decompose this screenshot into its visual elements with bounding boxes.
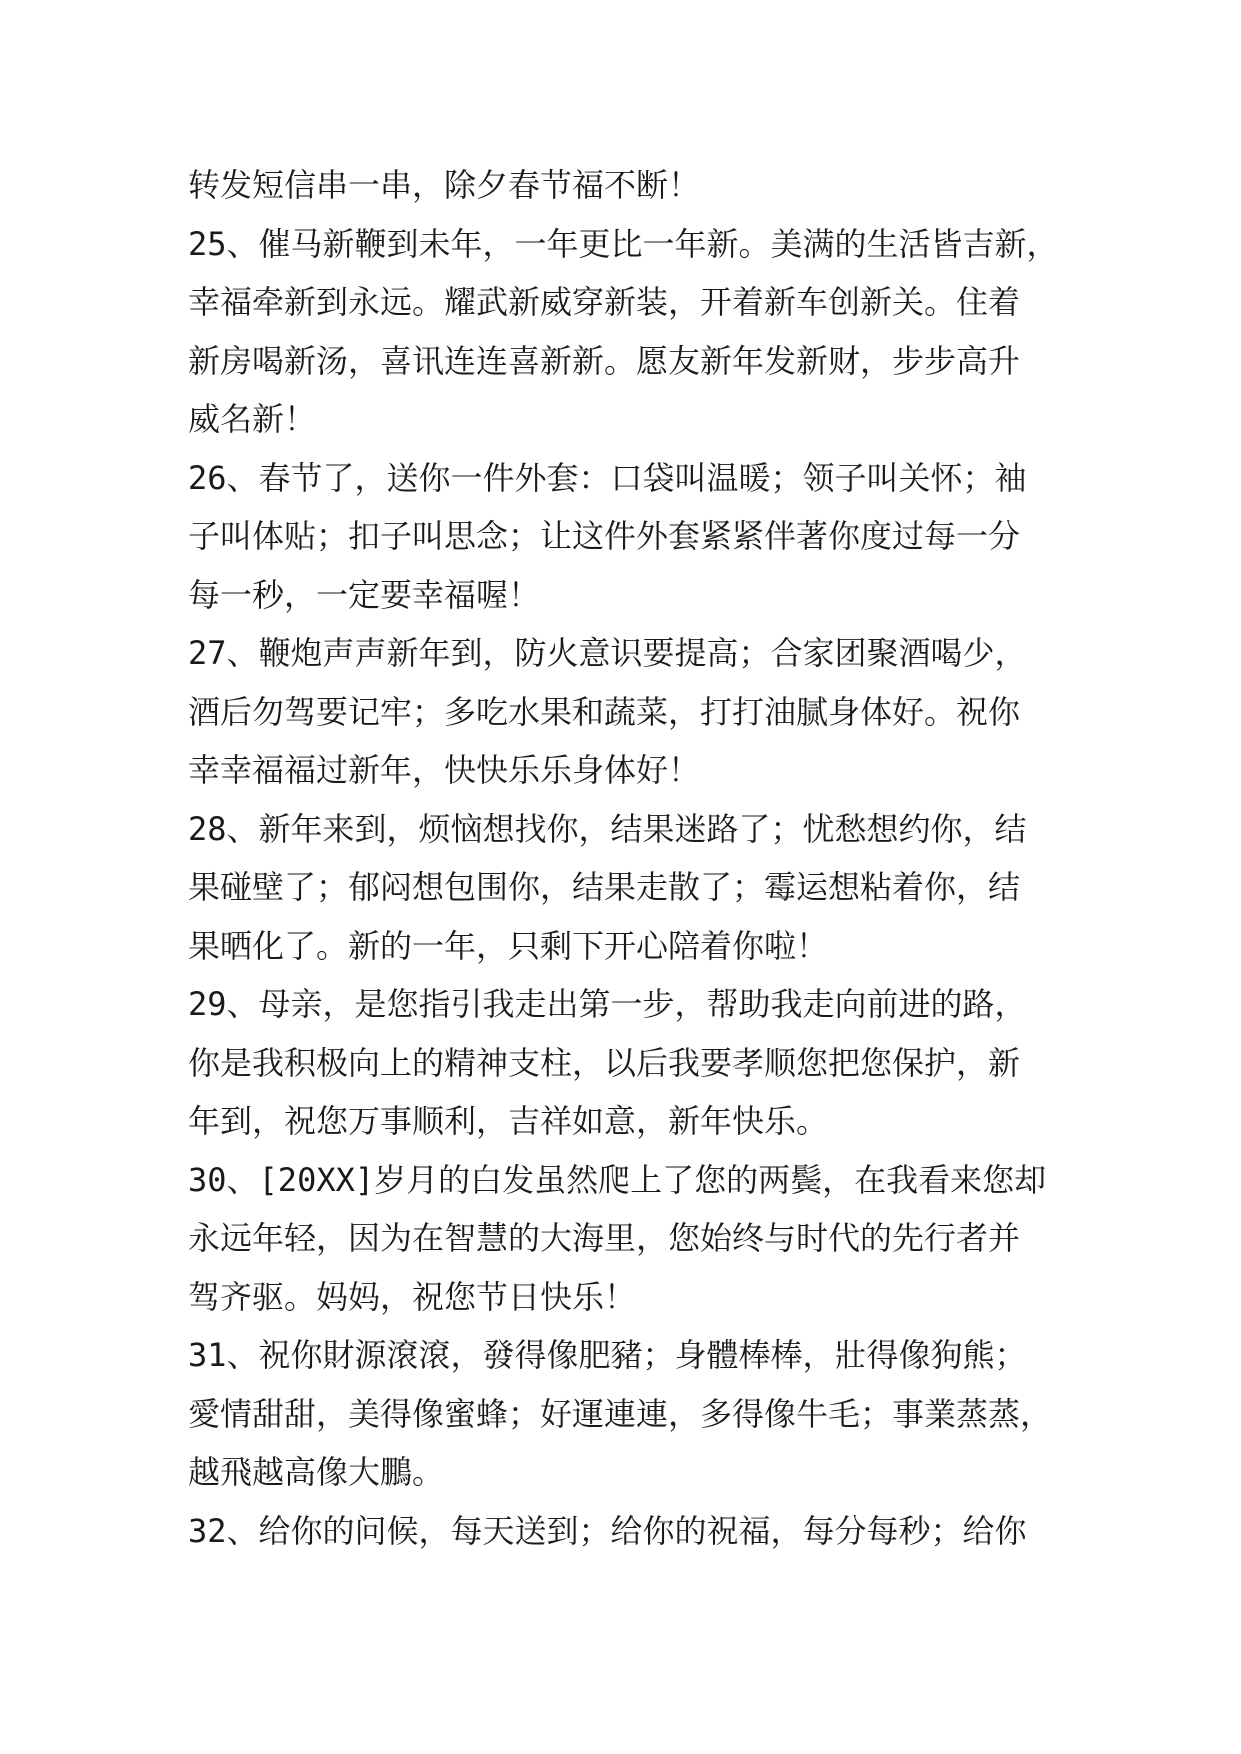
text-line: 酒后勿驾要记牢；多吃水果和蔬菜，打打油腻身体好。祝你 [188, 692, 1021, 731]
text-line: 你是我积极向上的精神支柱，以后我要孝顺您把您保护，新 [188, 1043, 1021, 1082]
text-line: 转发短信串一串，除夕春节福不断！ [188, 166, 701, 204]
text-line: 26、春节了，送你一件外套：口袋叫温暖；领子叫关怀；袖 [188, 458, 1027, 497]
text-line: 幸福牵新到永远。耀武新威穿新装，开着新车创新关。住着 [188, 283, 1021, 321]
text-line: 29、母亲，是您指引我走出第一步，帮助我走向前进的路， [188, 985, 1027, 1023]
text-line: 越飛越高像大鵬。 [188, 1453, 445, 1491]
text-line: 28、新年来到，烦恼想找你，结果迷路了；忧愁想约你，结 [188, 809, 1027, 848]
text-line: 幸幸福福过新年，快快乐乐身体好！ [188, 751, 701, 789]
text-line: 子叫体贴；扣子叫思念；让这件外套紧紧伴著你度过每一分 [188, 517, 1021, 555]
text-line: 威名新！ [188, 400, 317, 438]
text-line: 25、催马新鞭到未年，一年更比一年新。美满的生活皆吉新， [188, 224, 1059, 263]
text-line: 32、给你的问候，每天送到；给你的祝福，每分每秒；给你 [188, 1511, 1027, 1550]
text-line: 每一秒，一定要幸福喔！ [188, 575, 541, 614]
text-line: 永远年轻，因为在智慧的大海里，您始终与时代的先行者并 [188, 1219, 1021, 1257]
text-line: 年到，祝您万事顺利，吉祥如意，新年快乐。 [188, 1102, 829, 1140]
text-line: 27、鞭炮声声新年到，防火意识要提高；合家团聚酒喝少， [188, 634, 1027, 672]
text-line: 愛情甜甜，美得像蜜蜂；好運連連，多得像牛毛；事業蒸蒸， [188, 1394, 1053, 1433]
text-line: 驾齐驱。妈妈，祝您节日快乐！ [188, 1277, 637, 1316]
text-line: 31、祝你財源滾滾，發得像肥豬；身體棒棒，壯得像狗熊； [188, 1336, 1027, 1374]
body-text [188, 156, 1068, 1560]
text-line: 新房喝新汤，喜讯连连喜新新。愿友新年发新财，步步高升 [188, 341, 1021, 380]
text-line: 30、[20XX]岁月的白发虽然爬上了您的两鬓，在我看来您却 [188, 1160, 1047, 1199]
text-line: 果碰壁了；郁闷想包围你，结果走散了；霉运想粘着你，结 [188, 868, 1021, 906]
text-line: 果晒化了。新的一年，只剩下开心陪着你啦！ [188, 926, 829, 965]
